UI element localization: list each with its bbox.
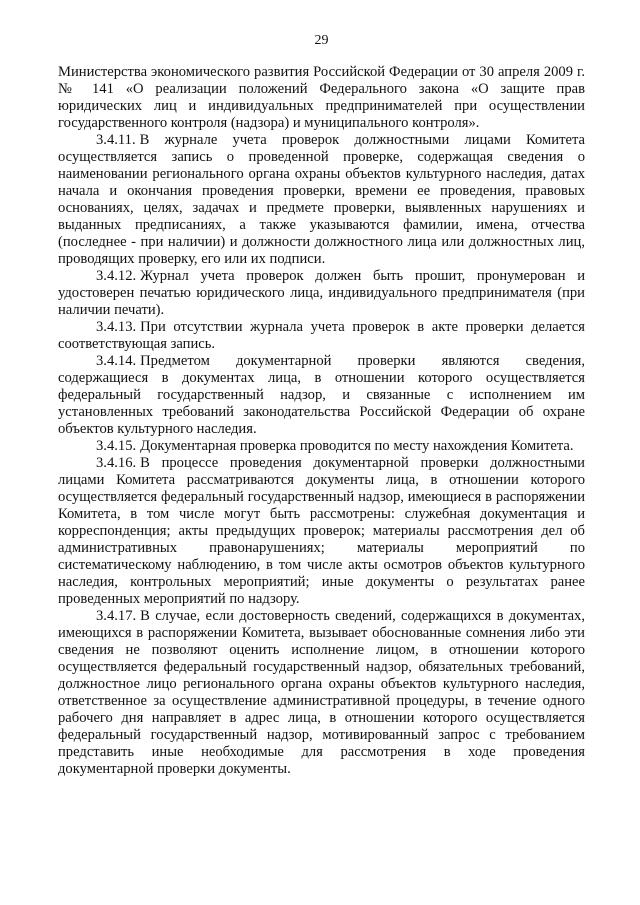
paragraph-number: 3.4.12. [96,268,137,284]
paragraph-text: Документарная проверка проводится по месту нахождения Комитета. [140,438,574,454]
paragraph-3-4-16 [58,455,585,608]
paragraph-text: При отсутствии журнала учета проверок в акте проверки делается соответствующая запись. [58,319,585,352]
paragraph-number: 3.4.15. [96,438,137,454]
paragraph-continuation [58,64,585,132]
paragraph-3-4-13 [58,319,585,353]
paragraph-number: 3.4.14. [96,353,137,369]
paragraph-3-4-17 [58,608,585,778]
paragraph-text: Предметом документарной проверки являются сведения, содержащиеся в документах лица, в отношении которого осуществляется федеральный государственный надзор, и связанные с исполнением им установленных требований законодательства Российской Федерации об охране объектов культурного наследия. [58,353,585,437]
page-number: 29 [314,33,329,48]
paragraph-number: 3.4.13. [96,319,137,335]
paragraph-text: Министерства экономического развития Российской Федерации от 30 апреля 2009 г. № 141 «О реализации положений Федерального закона «О защите прав юридических лиц и индивидуальных предпринимателей при осуществлении государственного контроля (надзора) и муниципального контроля». [58,64,585,131]
paragraph-3-4-14 [58,353,585,438]
paragraph-text: В процессе проведения документарной проверки должностными лицами Комитета рассматриваются документы лица, в отношении которого осуществляется федеральный государственный надзор, имеющиеся в распоряжении Комитета, в том числе могут быть рассмотрены: служебная документация и корреспонденция; акты предыдущих проверок; материалы рассмотрения дел об административных правонарушениях; материалы мероприятий по систематическому наблюдению, в том числе акты осмотров объектов культурного наследия, контрольных мероприятий; иные документы о результатах ранее проведенных мероприятий по надзору. [58,455,585,607]
paragraph-3-4-12 [58,268,585,319]
document-body [58,64,585,778]
paragraph-text: Журнал учета проверок должен быть прошит, пронумерован и удостоверен печатью юридического лица, индивидуального предпринимателя (при наличии печати). [58,268,585,318]
paragraph-number: 3.4.11. [96,132,136,148]
paragraph-3-4-11 [58,132,585,268]
paragraph-text: В случае, если достоверность сведений, содержащихся в документах, имеющихся в распоряжении Комитета, вызывает обоснованные сомнения либо эти сведения не позволяют оценить исполнение лицом, в отношении которого осуществляется федеральный государственный надзор, обязательных требований, должностное лицо регионального органа охраны объектов культурного наследия, ответственное за осуществление административной процедуры, в течение одного рабочего дня направляет в адрес лица, в отношении которого осуществляется федеральный государственный надзор, мотивированный запрос с требованием представить иные необходимые для рассмотрения в ходе проведения документарной проверки документы. [58,608,585,777]
paragraph-3-4-15 [58,438,585,455]
paragraph-number: 3.4.17. [96,608,137,624]
paragraph-text: В журнале учета проверок должностными лицами Комитета осуществляется запись о проведенной проверке, содержащая сведения о наименовании регионального органа охраны объектов культурного наследия, датах начала и окончания проведения проверки, времени ее проведения, правовых основаниях, целях, задачах и предмете проверки, выявленных нарушениях и выданных предписаниях, а также указываются фамилии, имена, отчества (последнее - при наличии) и должности должностного лица или должностных лиц, проводящих проверку, его или их подписи. [58,132,585,267]
paragraph-number: 3.4.16. [96,455,137,471]
